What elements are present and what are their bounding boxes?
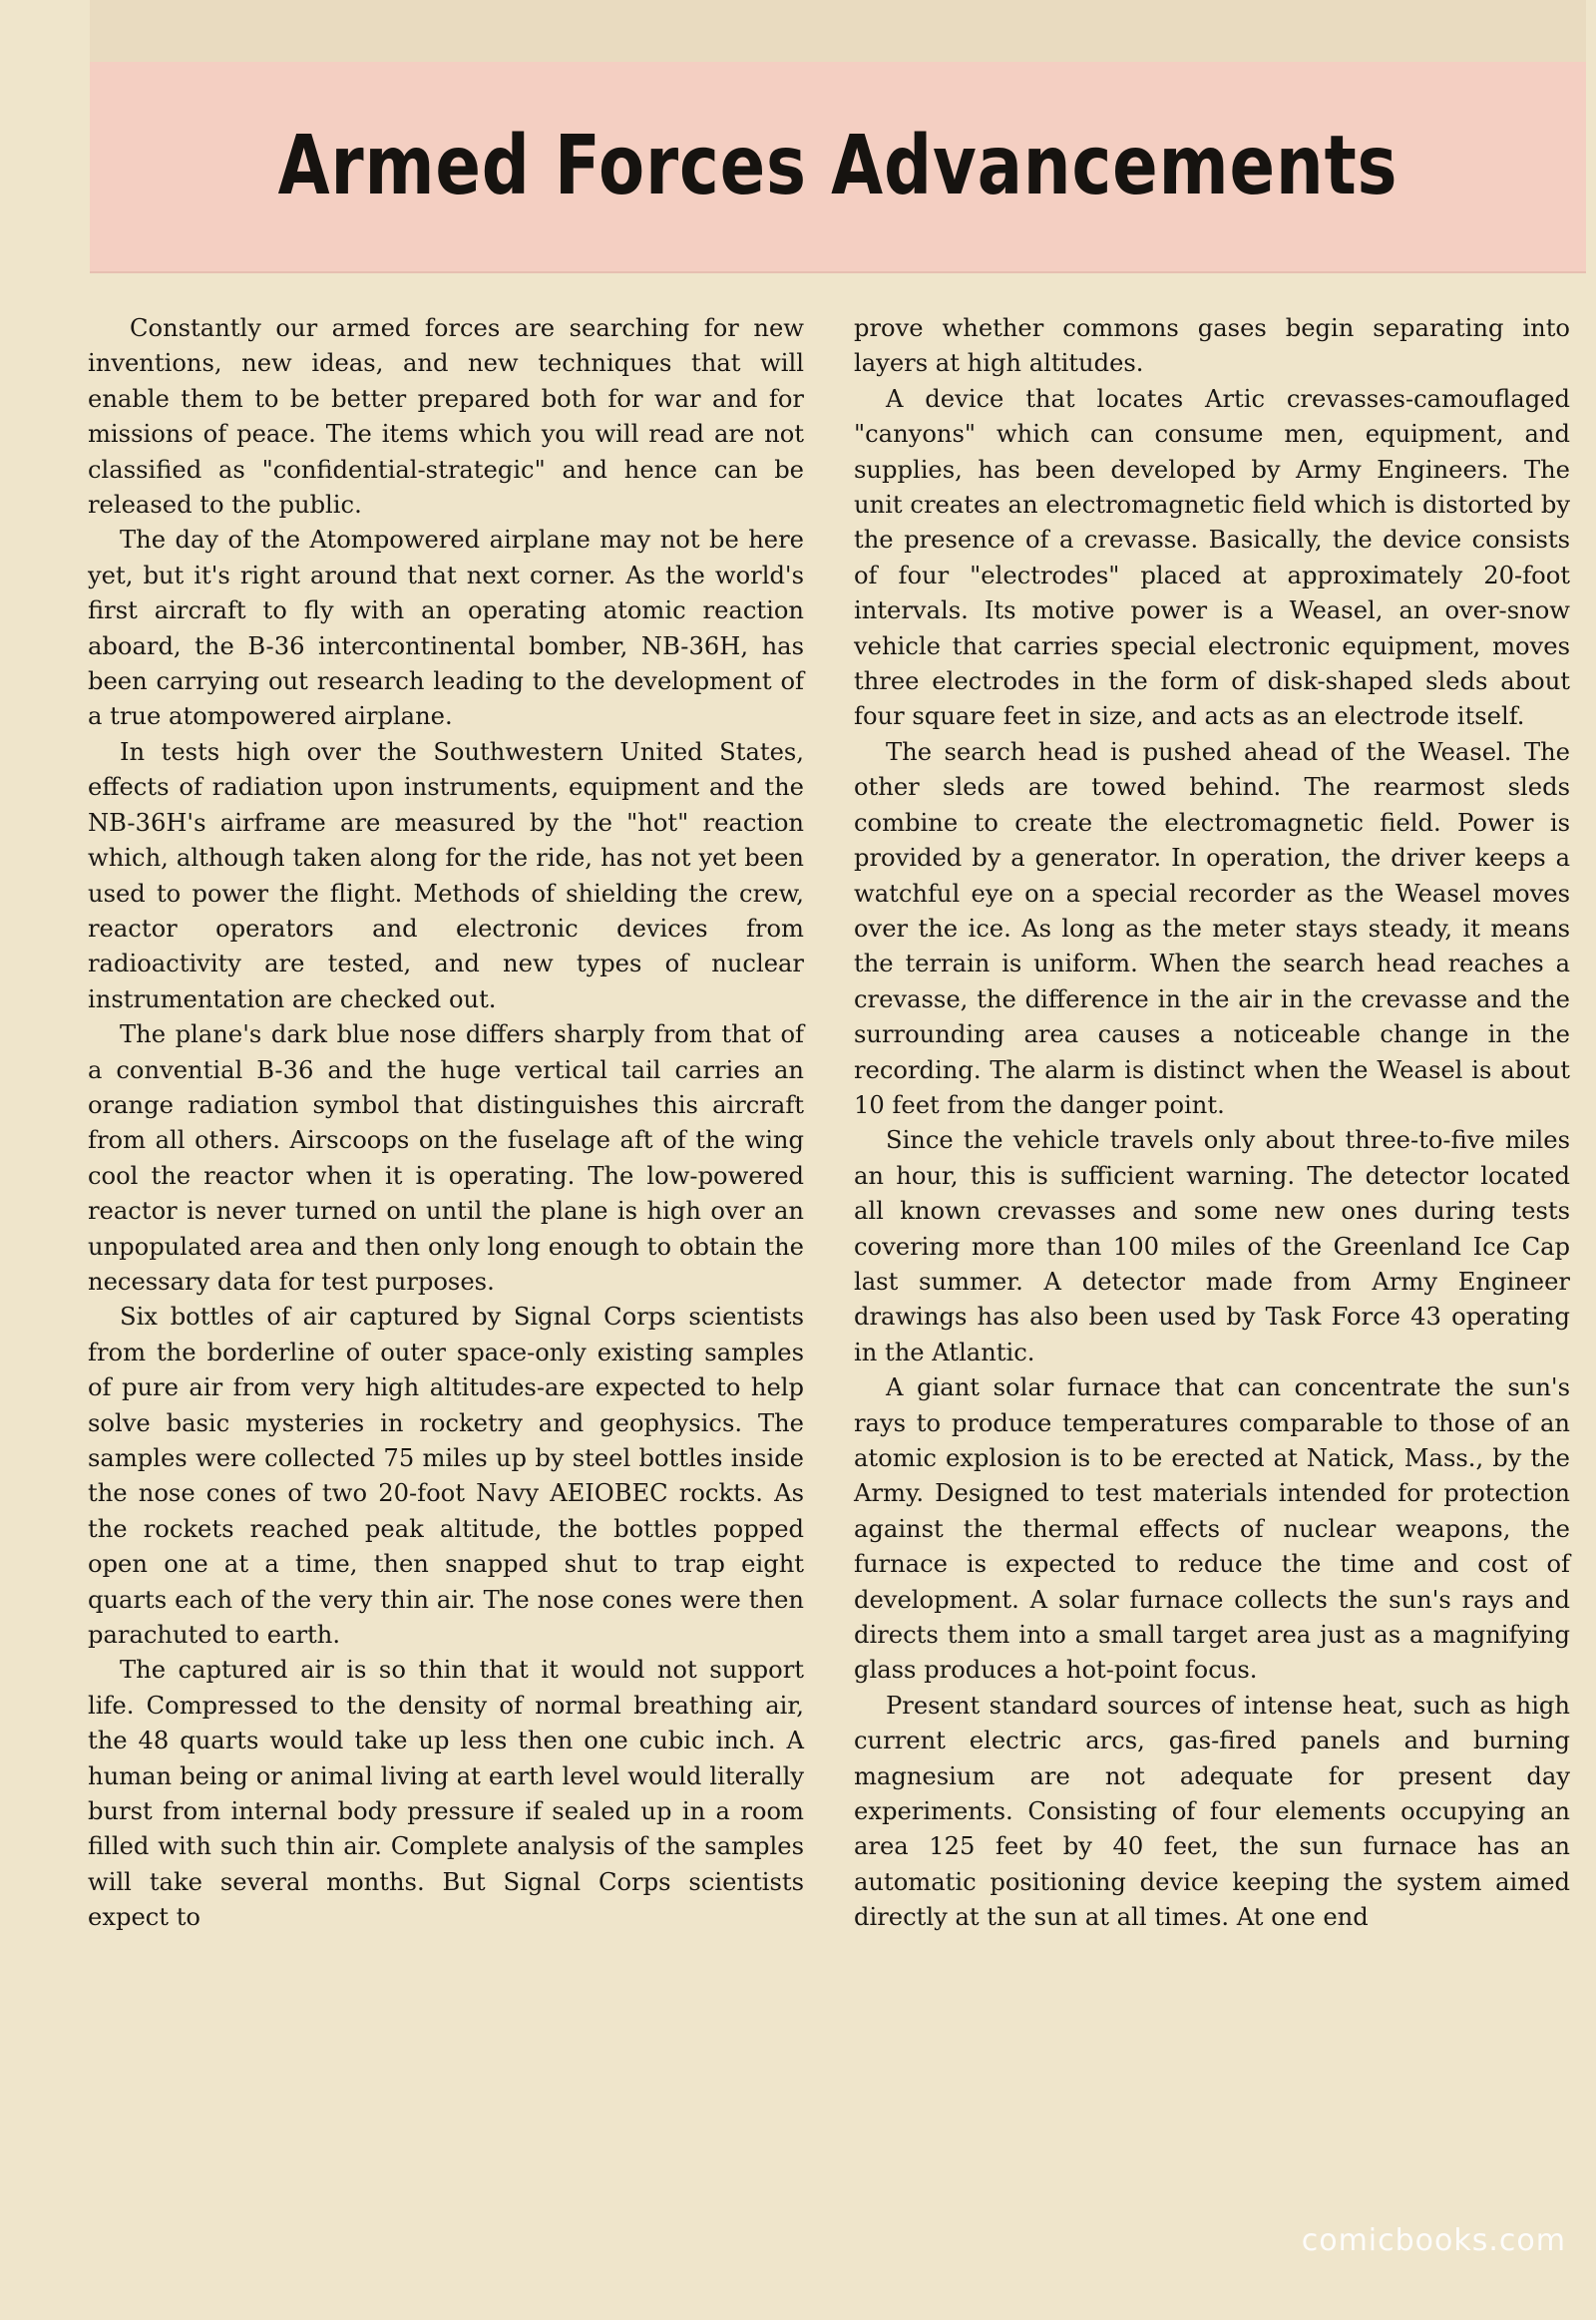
paragraph: A device that locates Artic crevasses-camouflaged "canyons" which can consume men, equipment, and supplies, has been developed by Army Engineers. The unit creates an electromagnetic field which is distorted by the presence of a crevasse. Basically, the device consists of four "electrodes" placed at approximately 20-foot intervals. Its motive power is a Weasel, an over-snow vehicle that carries special electronic equipment, moves three electrodes in the form of disk-shaped sleds about four square feet in size, and acts as an electrode itself. (854, 384, 1570, 731)
paragraph: In tests high over the Southwestern United States, effects of radiation upon instruments, equipment and the NB-36H's airframe are measured by the "hot" reaction which, although taken along for the ride, has not yet been used to power the flight. Methods of shielding the crew, reactor operators and electronic devices from radioactivity are tested, and new types of nuclear instrumentation are checked out. (88, 737, 804, 1013)
paragraph: The search head is pushed ahead of the Weasel. The other sleds are towed behind. The rearmost sleds combine to create the electromagnetic field. Power is provided by a generator. In operation, the driver keeps a watchful eye on a special recorder as the Weasel moves over the ice. As long as the meter stays steady, it means the terrain is uniform. When the search head reaches a crevasse, the difference in the air in the crevasse and the surrounding area causes a noticeable change in the recording. The alarm is distinct when the Weasel is about 10 feet from the danger point. (854, 737, 1570, 1119)
title-panel (90, 62, 1586, 273)
paragraph: The captured air is so thin that it would not support life. Compressed to the density of normal breathing air, the 48 quarts would take up less then one cubic inch. A human being or animal living at earth level would literally burst from internal body pressure if sealed up in a room filled with such thin air. Complete analysis of the samples will take several months. But Signal Corps scientists expect to (88, 1656, 804, 1932)
page-title: Armed Forces Advancements (277, 119, 1398, 213)
right-column (854, 311, 1570, 1936)
paragraph: A giant solar furnace that can concentrate the sun's rays to produce temperatures comparable to those of an atomic explosion is to be erected at Natick, Mass., by the Army. Designed to test materials intended for protection against the thermal effects of nuclear weapons, the furnace is expected to reduce the time and cost of development. A solar furnace collects the sun's rays and directs them into a small target area just as a magnifying glass produces a hot-point focus. (854, 1373, 1570, 1685)
article-body (88, 311, 1580, 2206)
paragraph: Since the vehicle travels only about three-to-five miles an hour, this is sufficient warning. The detector located all known crevasses and some new ones during tests covering more than 100 miles of the Greenland Ice Cap last summer. A detector made from Army Engineer drawings has also been used by Task Force 43 operating in the Atlantic. (854, 1126, 1570, 1366)
paragraph: prove whether commons gases begin separating into layers at high altitudes. (854, 314, 1570, 378)
site-watermark: comicbooks.com (1301, 2223, 1566, 2258)
top-bleed-strip (90, 0, 1586, 62)
paragraph: The day of the Atompowered airplane may not be here yet, but it's right around that next corner. As the world's first aircraft to fly with an operating atomic reaction aboard, the B-36 intercontinental bomber, NB-36H, has been carrying out research leading to the development of a true atompowered airplane. (88, 526, 804, 731)
left-column (88, 311, 804, 1936)
paragraph: The plane's dark blue nose differs sharply from that of a convential B-36 and the huge vertical tail carries an orange radiation symbol that distinguishes this aircraft from all others. Airscoops on the fuselage aft of the wing cool the reactor when it is operating. The low-powered reactor is never turned on until the plane is high over an unpopulated area and then only long enough to obtain the necessary data for test purposes. (88, 1020, 804, 1296)
paragraph: Six bottles of air captured by Signal Corps scientists from the borderline of outer space-only existing samples of pure air from very high altitudes-are expected to help solve basic mysteries in rocketry and geophysics. The samples were collected 75 miles up by steel bottles inside the nose cones of two 20-foot Navy AEIOBEC rockts. As the rockets reached peak altitude, the bottles popped open one at a time, then snapped shut to trap eight quarts each of the very thin air. The nose cones were then parachuted to earth. (88, 1303, 804, 1650)
paragraph: Constantly our armed forces are searching for new inventions, new ideas, and new techniques that will enable them to be better prepared both for war and for missions of peace. The items which you will read are not classified as "confidential-strategic" and hence can be released to the public. (88, 314, 804, 520)
paragraph: Present standard sources of intense heat, such as high current electric arcs, gas-fired panels and burning magnesium are not adequate for present day experiments. Consisting of four elements occupying an area 125 feet by 40 feet, the sun furnace has an automatic positioning device keeping the system aimed directly at the sun at all times. At one end (854, 1691, 1570, 1932)
